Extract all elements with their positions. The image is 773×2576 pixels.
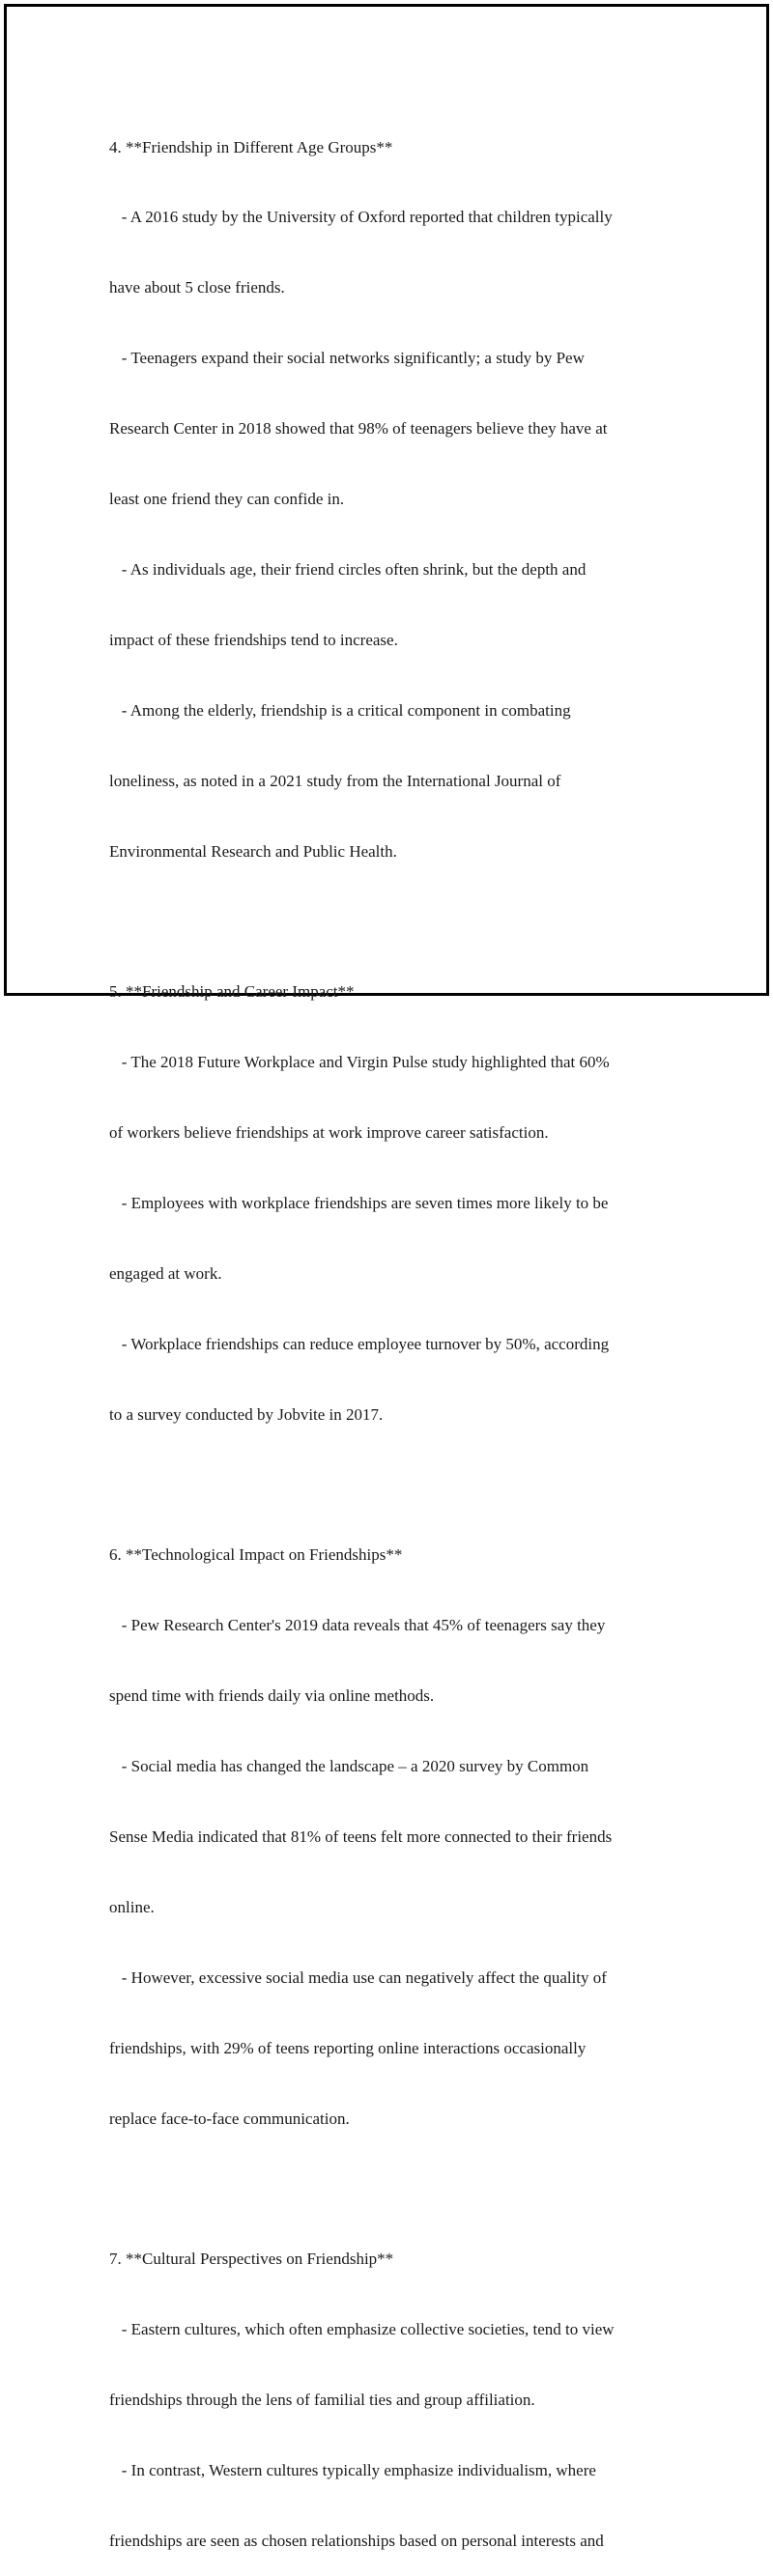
- text-line: - A 2016 study by the University of Oxford reported that children typically: [109, 208, 613, 227]
- text-line: spend time with friends daily via online methods.: [109, 1686, 435, 1706]
- text-line: friendships are seen as chosen relationships based on personal interests and: [109, 2531, 604, 2550]
- blank-line: [109, 910, 670, 933]
- text-line: 5. **Friendship and Career Impact**: [109, 982, 355, 1002]
- text-line: friendships, with 29% of teens reporting online interactions occasionally: [109, 2038, 587, 2057]
- text-line: impact of these friendships tend to increase.: [109, 630, 398, 649]
- text-line: to a survey conducted by Jobvite in 2017.: [109, 1404, 384, 1424]
- blank-line: [109, 1474, 670, 1497]
- text-line: - Eastern cultures, which often emphasize collective societies, tend to view: [109, 2320, 615, 2339]
- text-line: Research Center in 2018 showed that 98% of teenagers believe they have at: [109, 419, 608, 439]
- text-line: friendships through the lens of familial ties and group affiliation.: [109, 2391, 535, 2410]
- text-line: - As individuals age, their friend circles often shrink, but the depth and: [109, 559, 587, 579]
- text-line: - Employees with workplace friendships are seven times more likely to be: [109, 1193, 609, 1212]
- text-line: 4. **Friendship in Different Age Groups**: [109, 137, 393, 156]
- text-line: - The 2018 Future Workplace and Virgin Pulse study highlighted that 60%: [109, 1053, 610, 1072]
- text-line: - Teenagers expand their social networks significantly; a study by Pew: [109, 349, 585, 368]
- text-line: Sense Media indicated that 81% of teens felt more connected to their friends: [109, 1826, 613, 1846]
- text-line: of workers believe friendships at work improve career satisfaction.: [109, 1123, 549, 1143]
- text-line: replace face-to-face communication.: [109, 2109, 350, 2128]
- text-line: Environmental Research and Public Health.: [109, 841, 397, 861]
- text-line: 6. **Technological Impact on Friendships**: [109, 1545, 403, 1565]
- text-line: online.: [109, 1897, 155, 1916]
- text-line: - Workplace friendships can reduce employee turnover by 50%, according: [109, 1334, 610, 1353]
- text-line: - Pew Research Center's 2019 data reveals that 45% of teenagers say they: [109, 1616, 606, 1635]
- document-body: [109, 89, 670, 2576]
- text-line: least one friend they can confide in.: [109, 490, 345, 509]
- text-line: - Social media has changed the landscape – a 2020 survey by Common: [109, 1757, 589, 1776]
- text-line: engaged at work.: [109, 1263, 222, 1283]
- text-line: have about 5 close friends.: [109, 278, 285, 297]
- blank-line: [109, 2177, 670, 2200]
- text-line: loneliness, as noted in a 2021 study from the International Journal of: [109, 771, 561, 790]
- text-line: - However, excessive social media use can negatively affect the quality of: [109, 1967, 607, 1987]
- text-line: 7. **Cultural Perspectives on Friendship**: [109, 2250, 394, 2269]
- text-line: - Among the elderly, friendship is a critical component in combating: [109, 700, 571, 720]
- text-line: - In contrast, Western cultures typically emphasize individualism, where: [109, 2460, 596, 2479]
